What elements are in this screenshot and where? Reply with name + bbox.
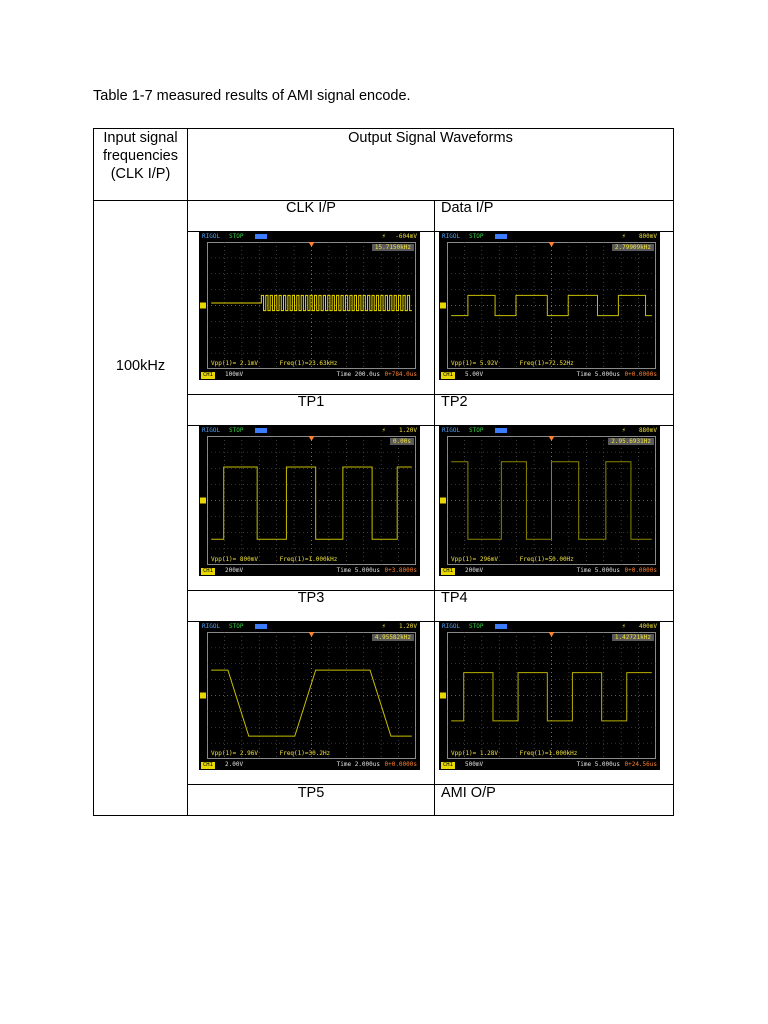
scope-trace xyxy=(439,232,660,380)
volts-per-div: 2.00V xyxy=(225,761,244,768)
scope-freq-readout: 2.95.6931Hz xyxy=(608,438,654,445)
trigger-offset: 0+3.8000s xyxy=(384,567,417,574)
trigger-level: 1.20V xyxy=(398,623,417,630)
scope-trace xyxy=(199,232,420,380)
oscilloscope-screenshot xyxy=(439,622,660,770)
channel-badge: CH1 xyxy=(443,762,453,768)
scope-trace xyxy=(439,426,660,576)
vpp-readout: Vpp(1)= 2.96V xyxy=(211,750,258,757)
scope-brand: RIGOL xyxy=(442,623,461,630)
trigger-icon: ⚡ xyxy=(621,232,626,240)
scope-footer xyxy=(439,566,660,576)
channel-badge: CH1 xyxy=(203,372,213,378)
time-per-div: Time 5.000us xyxy=(576,567,620,574)
oscilloscope-screenshot xyxy=(199,232,420,380)
scope-freq-readout: 4.95582kHz xyxy=(372,634,414,641)
trigger-level: 800mV xyxy=(638,233,657,240)
trigger-marker xyxy=(309,242,315,247)
scope-freq-readout: 2.79909kHz xyxy=(612,244,654,251)
waveform-line xyxy=(451,462,652,539)
cell-label: TP5 xyxy=(297,785,325,801)
freq-readout: Freq(1)=72.52Hz xyxy=(519,360,574,367)
table-caption: Table 1-7 measured results of AMI signal encode. xyxy=(93,88,411,104)
scope-footer xyxy=(439,370,660,380)
scope-measurements xyxy=(211,556,355,563)
time-per-div: Time 5.000us xyxy=(576,371,620,378)
trigger-level: 1.20V xyxy=(398,427,417,434)
scope-run-state: STOP xyxy=(229,623,244,630)
cell-label: AMI O/P xyxy=(441,785,496,801)
time-per-div: Time 5.000us xyxy=(336,567,380,574)
row-label: 100kHz xyxy=(115,358,166,374)
trigger-offset: 0+784.0us xyxy=(384,371,417,378)
trigger-level: 880mV xyxy=(638,427,657,434)
cell-label: Data I/P xyxy=(441,200,494,216)
time-per-div: Time 200.0us xyxy=(336,371,380,378)
scope-footer xyxy=(199,566,420,576)
scope-footer xyxy=(199,760,420,770)
scope-run-state: STOP xyxy=(469,427,484,434)
output-col-header: Output Signal Waveforms xyxy=(348,130,513,146)
scope-measurements xyxy=(451,750,595,757)
channel-badge: CH1 xyxy=(203,762,213,768)
freq-readout: Freq(1)=23.63kHz xyxy=(279,360,338,367)
scope-footer xyxy=(199,370,420,380)
trigger-marker xyxy=(309,436,315,441)
trigger-icon: ⚡ xyxy=(621,622,626,630)
channel-ground-marker xyxy=(200,303,206,309)
table-border-bottom xyxy=(93,815,674,816)
channel-ground-marker xyxy=(440,303,446,309)
vpp-readout: Vpp(1)= 5.92V xyxy=(451,360,498,367)
oscilloscope-screenshot xyxy=(439,232,660,380)
channel-ground-marker xyxy=(440,693,446,699)
scope-run-state: STOP xyxy=(469,233,484,240)
channel-badge: CH1 xyxy=(203,568,213,574)
scope-trace xyxy=(439,622,660,770)
vpp-readout: Vpp(1)= 800mV xyxy=(211,556,258,563)
scope-brand: RIGOL xyxy=(202,427,221,434)
channel-ground-marker xyxy=(200,693,206,699)
vpp-readout: Vpp(1)= 1.28V xyxy=(451,750,498,757)
trigger-offset: 0+24.56us xyxy=(624,761,657,768)
channel-badge: CH1 xyxy=(443,372,453,378)
volts-per-div: 5.00V xyxy=(465,371,484,378)
table-border-right xyxy=(673,128,674,816)
trigger-offset: 0+0.0000s xyxy=(624,371,657,378)
time-per-div: Time 2.000us xyxy=(336,761,380,768)
freq-readout: Freq(1)=50.00Hz xyxy=(519,556,574,563)
scope-measurements xyxy=(451,360,592,367)
channel-ground-marker xyxy=(440,498,446,504)
table-divider xyxy=(187,128,188,816)
table-divider xyxy=(434,200,435,816)
scope-freq-readout: 0.00s xyxy=(390,438,414,445)
trigger-icon: ⚡ xyxy=(381,232,386,240)
table-border-left xyxy=(93,128,94,816)
trigger-marker xyxy=(549,436,555,441)
time-per-div: Time 5.000us xyxy=(576,761,620,768)
trigger-level: 400mV xyxy=(638,623,657,630)
trigger-marker xyxy=(549,632,555,637)
scope-brand: RIGOL xyxy=(442,427,461,434)
cell-label: TP1 xyxy=(297,394,325,410)
vpp-readout: Vpp(1)= 2.1mV xyxy=(211,360,258,367)
scope-brand: RIGOL xyxy=(442,233,461,240)
scope-freq-readout: 1.42721kHz xyxy=(612,634,654,641)
volts-per-div: 500mV xyxy=(465,761,484,768)
scope-measurements xyxy=(451,556,592,563)
channel-ground-marker xyxy=(200,498,206,504)
scope-trace xyxy=(199,622,420,770)
freq-readout: Freq(1)=1.000kHz xyxy=(279,556,338,563)
input-col-header: Input signal frequencies (CLK I/P) xyxy=(103,130,178,182)
oscilloscope-screenshot xyxy=(439,426,660,576)
scope-run-state: STOP xyxy=(229,233,244,240)
freq-readout: Freq(1)=1.000kHz xyxy=(519,750,578,757)
trigger-level: -604mV xyxy=(395,233,417,240)
cell-label: TP2 xyxy=(441,394,468,410)
volts-per-div: 200mV xyxy=(225,567,244,574)
trigger-icon: ⚡ xyxy=(621,426,626,434)
trigger-icon: ⚡ xyxy=(381,426,386,434)
scope-brand: RIGOL xyxy=(202,623,221,630)
freq-readout: Freq(1)=30.2Hz xyxy=(279,750,331,757)
cell-label: TP4 xyxy=(441,590,468,606)
vpp-readout: Vpp(1)= 296mV xyxy=(451,556,498,563)
trigger-icon: ⚡ xyxy=(381,622,386,630)
oscilloscope-screenshot xyxy=(199,426,420,576)
trigger-marker xyxy=(309,632,315,637)
scope-run-state: STOP xyxy=(469,623,484,630)
scope-brand: RIGOL xyxy=(202,233,221,240)
scope-freq-readout: 15.7150kHz xyxy=(372,244,414,251)
trigger-offset: 0+0.0000s xyxy=(384,761,417,768)
volts-per-div: 200mV xyxy=(465,567,484,574)
scope-footer xyxy=(439,760,660,770)
cell-label: CLK I/P xyxy=(286,200,336,216)
channel-badge: CH1 xyxy=(443,568,453,574)
scope-measurements xyxy=(211,360,355,367)
trigger-marker xyxy=(549,242,555,247)
scope-measurements xyxy=(211,750,348,757)
cell-label: TP3 xyxy=(297,590,325,606)
scope-run-state: STOP xyxy=(229,427,244,434)
volts-per-div: 100mV xyxy=(225,371,244,378)
oscilloscope-screenshot xyxy=(199,622,420,770)
trigger-offset: 0+0.0000s xyxy=(624,567,657,574)
scope-trace xyxy=(199,426,420,576)
